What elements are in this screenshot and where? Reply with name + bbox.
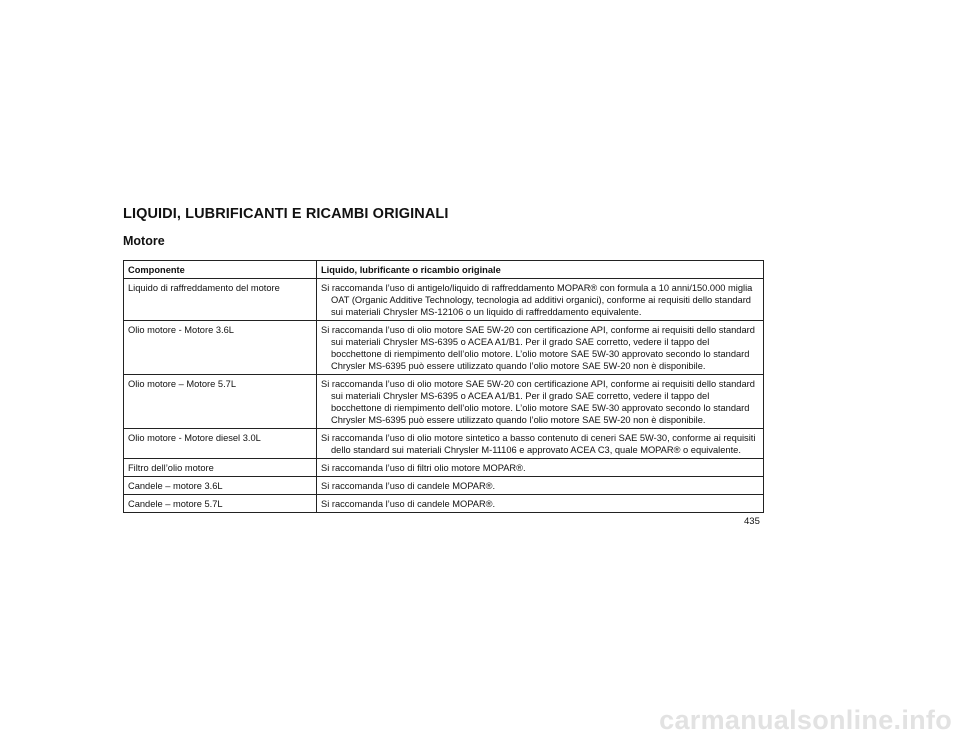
component-cell: Olio motore - Motore diesel 3.0L bbox=[124, 429, 317, 459]
fluid-cell: Si raccomanda l’uso di olio motore SAE 5W-20 con certificazione API, conforme ai requisiti dello standard sui materiali Chrysler MS-6395 o ACEA A1/B1. Per il grado SAE corretto, vedere il tappo del bocchettone di riempimento dell’olio motore. L’olio motore SAE 5W-30 approvato secondo lo standard Chrysler MS-6395 può essere utilizzato quando l’olio motore SAE 5W-20 non è disponibile. bbox=[317, 321, 764, 375]
table-row bbox=[124, 477, 764, 495]
table-row bbox=[124, 375, 764, 429]
table-row bbox=[124, 495, 764, 513]
component-cell: Candele – motore 3.6L bbox=[124, 477, 317, 495]
fluid-cell: Si raccomanda l’uso di candele MOPAR®. bbox=[317, 495, 764, 513]
fluid-cell: Si raccomanda l’uso di filtri olio motore MOPAR®. bbox=[317, 459, 764, 477]
component-cell: Liquido di raffreddamento del motore bbox=[124, 279, 317, 321]
fluids-table bbox=[123, 260, 764, 513]
table-row bbox=[124, 459, 764, 477]
table-row bbox=[124, 321, 764, 375]
column-header-fluid: Liquido, lubrificante o ricambio originale bbox=[317, 261, 764, 279]
fluid-cell: Si raccomanda l’uso di olio motore sintetico a basso contenuto di ceneri SAE 5W-30, conforme ai requisiti dello standard sui materiali Chrysler M-11106 e approvato ACEA C3, quale MOPAR® o equivalente. bbox=[317, 429, 764, 459]
component-cell: Olio motore – Motore 5.7L bbox=[124, 375, 317, 429]
table-row bbox=[124, 279, 764, 321]
table-header-row bbox=[124, 261, 764, 279]
column-header-component: Componente bbox=[124, 261, 317, 279]
section-subtitle: Motore bbox=[123, 234, 165, 248]
table-row bbox=[124, 429, 764, 459]
section-title: LIQUIDI, LUBRIFICANTI E RICAMBI ORIGINALI bbox=[123, 206, 449, 222]
fluid-cell: Si raccomanda l’uso di olio motore SAE 5W-20 con certificazione API, conforme ai requisiti dello standard sui materiali Chrysler MS-6395 o ACEA A1/B1. Per il grado SAE corretto, vedere il tappo del bocchettone di riempimento dell’olio motore. L’olio motore SAE 5W-30 approvato secondo lo standard Chrysler MS-6395 può essere utilizzato quando l’olio motore SAE 5W-20 non è disponibile. bbox=[317, 375, 764, 429]
component-cell: Olio motore - Motore 3.6L bbox=[124, 321, 317, 375]
component-cell: Candele – motore 5.7L bbox=[124, 495, 317, 513]
page-number: 435 bbox=[744, 516, 760, 527]
watermark-logo: carmanualsonline.info bbox=[659, 705, 952, 735]
fluid-cell: Si raccomanda l’uso di antigelo/liquido di raffreddamento MOPAR® con formula a 10 anni/150.000 miglia OAT (Organic Additive Technology, tecnologia ad additivi organici), conforme ai requisiti dello standard sui materiali Chrysler MS-12106 o un liquido di raffreddamento equivalente. bbox=[317, 279, 764, 321]
fluid-cell: Si raccomanda l’uso di candele MOPAR®. bbox=[317, 477, 764, 495]
component-cell: Filtro dell’olio motore bbox=[124, 459, 317, 477]
